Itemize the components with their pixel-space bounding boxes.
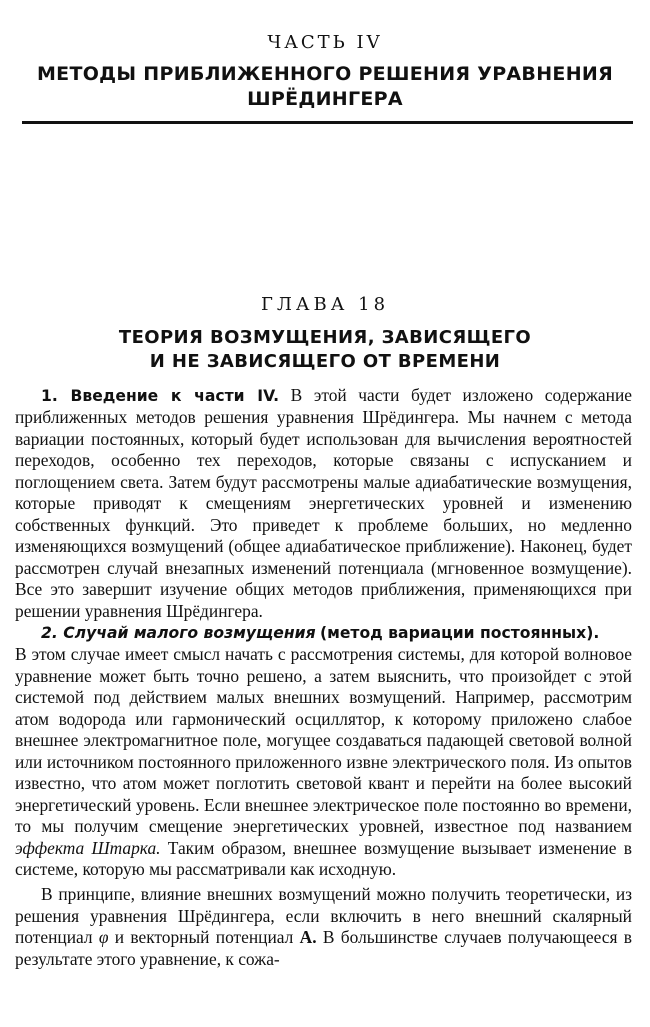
vector-potential-symbol: A. (299, 927, 317, 948)
part-label: ЧАСТЬ IV (267, 32, 383, 53)
part-title (20, 62, 630, 112)
part-title-line-2: ШРЁДИНГЕРА (247, 88, 403, 110)
section-2-heading-italic: 2. Случай малого возмущения (41, 623, 316, 642)
section-2-heading (15, 622, 632, 644)
section-2-heading-paren: (метод вариации постоянных). (319, 623, 600, 642)
section-3-text-before: В принципе, влияние внешних возмущений можно получить теоретически, из решения уравнения Шрёдингера, если включить в него внешний скалярный потенциал (15, 884, 632, 948)
phi-symbol: φ (98, 927, 109, 948)
section-3-paragraph (15, 884, 632, 970)
section-2-text-before: В этом случае имеет смысл начать с рассмотрения системы, для которой волновое уравнение может быть точно решено, а затем выяснить, что произойдет с этой системой под действием малых внешних возмущений. Например, рассмотрим атом водорода или гармонический осциллятор, к которому приложено слабое внешнее электромагнитное поле, могущее создаваться падающей световой волной или источником постоянного приложенного извне электрического поля. Из опытов известно, что атом может поглотить световой квант и перейти на более высокий энергетический уровень. Если внешнее электрическое поле постоянно во времени, то мы получим смещение энергетических уровней, известное под названием (15, 644, 632, 837)
body-text (15, 385, 632, 970)
chapter-title (20, 326, 630, 374)
stark-effect-term: эффекта Штарка. (15, 837, 161, 858)
part-divider-rule (22, 121, 633, 124)
chapter-label: ГЛАВА 18 (260, 294, 390, 315)
section-2-paragraph (15, 644, 632, 880)
section-3-text-middle: и векторный потенциал (114, 927, 294, 948)
section-1-paragraph (15, 385, 632, 622)
part-title-line-1: МЕТОДЫ ПРИБЛИЖЕННОГО РЕШЕНИЯ УРАВНЕНИЯ (36, 63, 614, 85)
section-2-text-after: Таким образом, внешнее возмущение вызывает изменение в системе, которую мы рассматривали как исходную. (15, 837, 632, 879)
chapter-title-line-2: И НЕ ЗАВИСЯЩЕГО ОТ ВРЕМЕНИ (149, 351, 501, 372)
chapter-title-line-1: ТЕОРИЯ ВОЗМУЩЕНИЯ, ЗАВИСЯЩЕГО (118, 327, 532, 348)
section-1-text: В этой части будет изложено содержание приближенных методов решения уравнения Шрёдингера. Мы начнем с метода вариации постоянных, который будет использован для вычисления вероятностей переходов, особенно тех переходов, которые связаны с испусканием и поглощением света. Затем будут рассмотрены малые адиабатические возмущения, которые приводят к смещениям энергетических уровней и изменению собственных функций. Это приведет к проблеме больших, но медленно изменяющихся возмущений (общее адиабатическое приближение). Наконец, будет рассмотрен случай внезапных изменений потенциала (мгновенное возмущение). Все это завершит изучение общих методов приближения, применяющихся при решении уравнения Шрёдингера. (15, 385, 632, 621)
section-3-text-after: В большинстве случаев получающееся в результате этого уравнение, к сожа- (15, 927, 632, 969)
section-1-heading: 1. Введение к части IV. (41, 387, 280, 405)
